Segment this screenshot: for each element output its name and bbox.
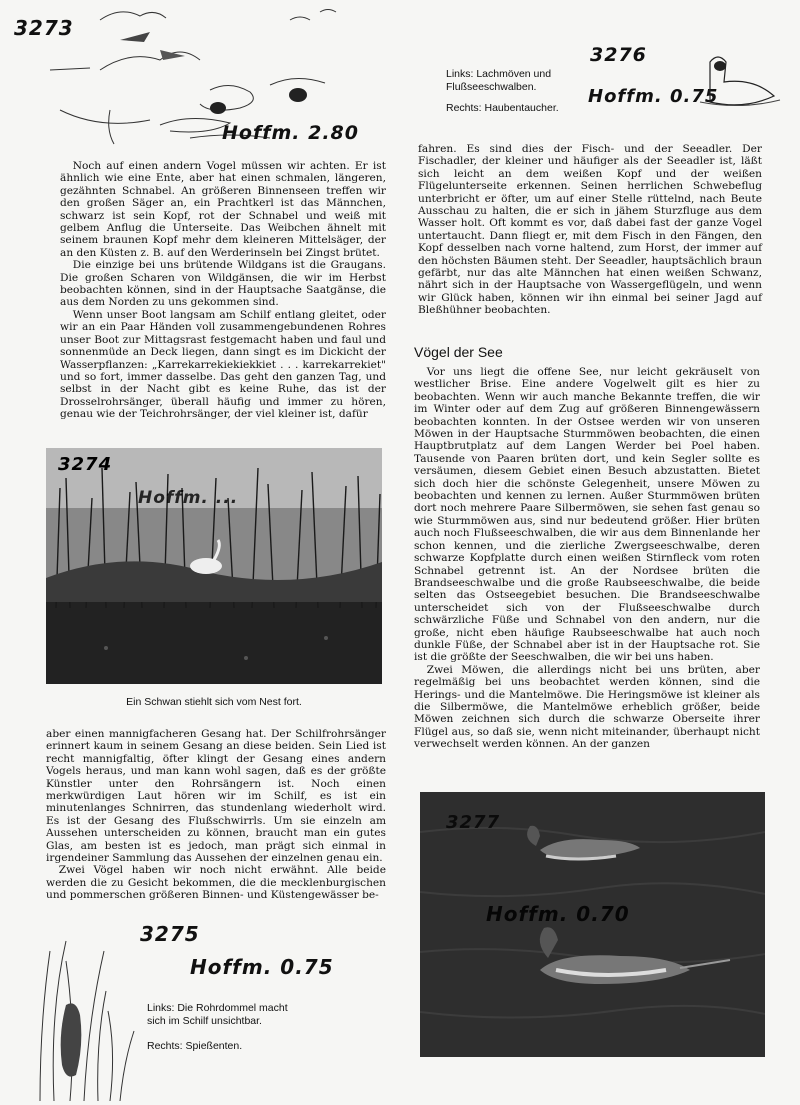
caption-top-right <box>446 68 606 115</box>
swan-reed-image <box>46 448 382 684</box>
annotation-3274: 3274 <box>58 454 113 475</box>
left-column-lower <box>46 728 386 902</box>
caption-spiessenten: Rechts: Spießenten. <box>147 1040 243 1052</box>
bittern-drawing <box>20 935 140 1101</box>
annotation-3273: 3273 <box>14 16 74 40</box>
paragraph: fahren. Es sind dies der Fisch- und der Seeadler. Der Fischadler, der kleiner und häufiger als der Seeadler ist, läßt sich leicht an dem weißen Kopf und der weißen Flügelunterseite erkennen. Seinen herrlichen Schwebeflug unterbricht er öfter, um auf einer Stelle rüttelnd, nach Beute Ausschau zu halten, die er sich in jähem Sturzfluge aus dem Wasser holt. Oft kommt es vor, daß dabei fast der ganze Vogel untertaucht. Dann fliegt er, mit dem Fisch in den Fängen, den Kopf desselben nach vorne haltend, zum Horst, der immer auf den höchsten Bäumen steht. Der Seeadler, hauptsächlich braun gefärbt, nur das alte Männchen hat einen weißen Schwanz, nährt sich in der Hauptsache von Wassergeflügeln, und wenn wir Glück haben, können wir ihn einmal bei seiner Jagd auf Bleßhühner beobachten. <box>418 143 762 317</box>
caption-bottom-left <box>147 1002 307 1053</box>
annotation-3275-price: Hoffm. 0.75 <box>190 955 334 979</box>
annotation-3273-price: Hoffm. 2.80 <box>222 122 359 144</box>
caption-swan: Ein Schwan stiehlt sich vom Nest fort. <box>126 696 302 708</box>
right-column-upper <box>418 143 762 317</box>
section-heading-voegel-der-see: Vögel der See <box>414 344 503 360</box>
caption-lachmoewen: Links: Lachmöven und Flußseeschwalben. <box>446 68 552 93</box>
annotation-3275: 3275 <box>140 922 200 946</box>
paragraph: Zwei Vögel haben wir noch nicht erwähnt. Alle beide werden die zu Gesicht bekommen, die die mecklenburgischen und pommerschen größeren Binnen- und Küstengewässer be- <box>46 864 386 902</box>
photo-swan <box>46 448 382 684</box>
annotation-3277-price: Hoffm. 0.70 <box>486 902 630 926</box>
annotation-3274-price: Hoffm. ... <box>138 488 239 508</box>
paragraph: Die einzige bei uns brütende Wildgans ist die Graugans. Die großen Scharen von Wildgänsen, die wir im Herbst beobachten können, sind in der Hauptsache Saatgänse, die aus dem Norden zu uns gekommen sind. <box>60 259 386 309</box>
sketch-bittern <box>20 935 140 1101</box>
grebe-drawing <box>680 48 790 118</box>
paragraph: Wenn unser Boot langsam am Schilf entlang gleitet, oder wir an ein Paar Händen voll zusammengebundenen Rohres unser Boot zur Mittagsrast festgemacht haben und faul und sonnenmüde an Deck liegen, dann singt es im Dickicht der Wasserpflanzen: „Karrekarrekiekiekkiet . . . karrekarrekiet" und so fort, immer dasselbe. Das geht den ganzen Tag, und selbst in der Nacht gibt es keine Ruhe, das ist der Drosselrohrsänger, überall häufig und immer zu hören, genau wie der Teichrohrsänger, der viel kleiner ist, dafür <box>60 308 386 421</box>
paragraph: Vor uns liegt die offene See, nur leicht gekräuselt von westlicher Brise. Eine andere Vogelwelt gilt es hier zu beobachten. Wenn wir auch manche Bekannte treffen, die wir im Winter oder auf dem Zug auf größeren Binnengewässern beobachten konnten. In der Ostsee werden wir von unseren Möwen in der Hauptsache Sturmmöwen beobachten, die einen Hauptbrutplatz auf dem Langen Werder bei Poel haben. Tausende von Paaren brüten dort, und kein Segler sollte es versäumen, diesem Gebiet einen Besuch abzustatten. Bietet sich doch hier die schönste Gelegenheit, unsere Möwen zu beobachten und kennen zu lernen. Außer Sturmmöwen brüten dort noch mehrere Paare Silbermöwen, sie sehen fast genau so wie Sturmmöwen aus, sind nur bedeutend größer. Hier brüten auch noch Flußseeschwalben, die wir aus dem Binnenlande her schon kennen, und die zierliche Zwergseeschwalbe, deren schwarze Kopfplatte durch einen weißen Stirnfleck vom roten Schnabel getrennt ist. An der Nordsee brüten die Brandseeschwalbe und die große Raubseeschwalbe, die beide selten das Ostseegebiet besuchen. Die Brandseeschwalbe unterscheidet sich von der Flußseeschwalbe durch schwärzliche Füße und Schnabel von den andern, nur die große, nicht eben häufige Raubseeschwalbe hat auch noch dunkle Füße, der Schnabel aber ist in der Hauptsache rot. Sie ist die größte der Seeschwalben, die wir bei uns haben. <box>414 366 760 664</box>
caption-haubentaucher: Rechts: Haubentaucher. <box>446 102 559 114</box>
caption-rohrdommel: Links: Die Rohrdommel macht sich im Schilf unsichtbar. <box>147 1002 288 1027</box>
left-column-upper <box>60 160 386 421</box>
sketch-grebe <box>680 48 790 118</box>
photo-pintails <box>420 792 765 1057</box>
annotation-3276-price: Hoffm. 0.75 <box>588 86 719 107</box>
paragraph: aber einen mannigfacheren Gesang hat. Der Schilfrohrsänger erinnert kaum in seinem Gesang an diese beiden. Sein Lied ist recht mannigfaltig, öfter klingt der Gesang eines andern Vogels heraus, und man kann wohl sagen, daß es der größte Künstler unter den Rohrsängern ist. Noch einen merkwürdigen Laut hören wir im Schilf, es ist ein minutenlanges Schnirren, das stundenlang wiederholt wird. Es ist der Gesang des Flußschwirrls. Um sie einzeln am Aussehen unterscheiden zu können, braucht man ein gutes Glas, am besten ist es jedoch, man prägt sich einmal in irgendeiner Sammlung das Aussehen der einzelnen genau ein. <box>46 728 386 865</box>
annotation-3276: 3276 <box>590 44 647 66</box>
paragraph: Zwei Möwen, die allerdings nicht bei uns brüten, aber regelmäßig bei uns beobachtet werden können, sind die Herings- und die Mantelmöwe. Die Heringsmöwe ist kleiner als die Silbermöwe, die Mantelmöwe erheblich größer, beide Möwen zeichnen sich durch die schwarze Oberseite ihrer Flügel aus, so daß sie, wenn nicht miteinander, überhaupt nicht verwechselt werden können. An der ganzen <box>414 663 760 751</box>
annotation-3277: 3277 <box>446 812 501 833</box>
right-column-lower <box>414 366 760 751</box>
paragraph: Noch auf einen andern Vogel müssen wir achten. Er ist ähnlich wie eine Ente, aber hat einen schmalen, längeren, gezähnten Schnabel. An größeren Binnenseen treffen wir den großen Säger an, ein Prachtkerl ist das Männchen, schwarz ist sein Kopf, rot der Schnabel und weiß mit gelbem Anflug die Unterseite. Das Weibchen ähnelt mit seinem braunen Kopf mehr dem kleineren Mittelsäger, der an den Küsten z. B. auf den Werderinseln bei Zingst brütet. <box>60 160 386 259</box>
